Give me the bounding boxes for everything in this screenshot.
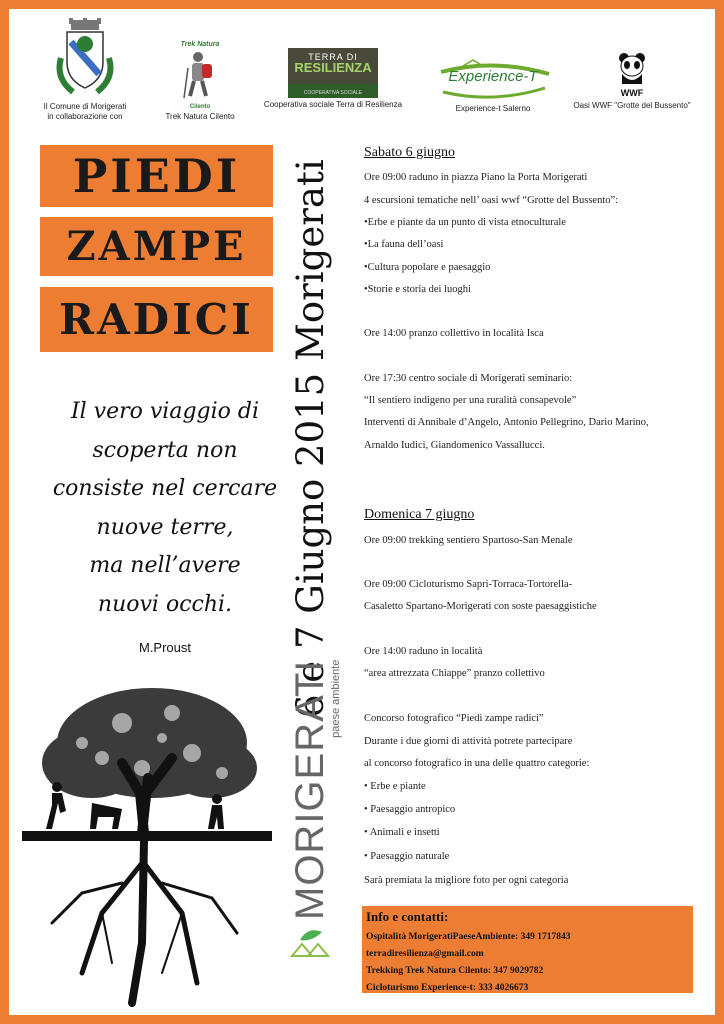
tree-illustration [22,683,272,1018]
houses-leaf-icon [288,926,332,966]
experience-t-icon [433,58,553,102]
quote-line: scoperta non [92,437,238,463]
sunday-heading: Domenica 7 giugno [364,507,475,522]
program-line: Sarà premiata la migliore foto per ogni categoria [364,875,569,886]
program-line: 4 escursioni tematiche nell’ oasi wwf “Grotte del Bussento”: [364,195,619,206]
program-line: •La fauna dell’oasi [364,239,444,250]
program-line: •Storie e storia dei luoghi [364,284,471,295]
program-line: Ore 09:00 trekking sentiero Spartoso-San Menale [364,535,573,546]
brand-name: MORIGERATI [288,659,332,920]
logo-wwf-caption: Oasi WWF "Grotte del Bussento" [573,101,691,110]
quote-line: nuove terre, [96,514,234,540]
experience-label: Experience-T [448,68,538,85]
contact-line: Ospitalità MorigeratiPaeseAmbiente: 349 1717843 [366,932,571,942]
proust-quote [40,393,290,624]
quote-line: consiste nel cercare [52,476,278,501]
quote-line: ma nell’avere [89,553,241,578]
program-line: “Il sentiero indigeno per una ruralità consapevole” [364,395,577,406]
logo-comune [30,18,140,122]
logo-wwf [570,50,694,111]
info-contacts-box [362,906,693,993]
program-line: Ore 09:00 Cicloturismo Sapri-Torraca-Tortorella- [364,579,573,590]
logo-experience-t [426,58,560,114]
contact-line: Trekking Trek Natura Cilento: 347 9029782 [366,966,544,976]
quote-line: nuovi occhi. [97,591,233,617]
contact-email: terradiresilienza@gmail.com [366,949,484,959]
program-line: al concorso fotografico in una delle quattro categorie: [364,758,590,769]
resilienza-label: RESILIENZA [294,60,372,75]
program-line: •Erbe e piante da un punto di vista etnoculturale [364,217,566,228]
logo-trek-natura [150,40,250,122]
program-line: Concorso fotografico “Piedi zampe radici” [364,713,544,724]
contact-line: Cicloturismo Experience-t: 333 4026673 [366,983,529,993]
program-line: Ore 09:00 raduno in piazza Piano la Porta Morigerati [364,172,588,183]
program-line: Ore 14:00 raduno in località [364,646,483,657]
program-line: Casaletto Spartano-Morigerati con soste paesaggistiche [364,601,597,612]
logo-trek-label: Trek Natura [180,41,220,48]
quote-author: M.Proust [138,640,191,655]
title-zampe: ZAMPE [66,223,247,270]
logo-terra-caption: Cooperativa sociale Terra di Resilienza [263,100,403,109]
logo-experience-caption: Experience-t Salerno [455,104,531,113]
program-line: •Cultura popolare e paesaggio [364,262,491,273]
quote-line: Il vero viaggio di [70,399,260,424]
vertical-brand [290,660,342,968]
logo-comune-caption-2: in collaborazione con [47,112,123,121]
program-line: “area attrezzata Chiappe” pranzo collettivo [364,668,545,679]
logo-terra-resilienza [258,48,408,110]
hiker-icon [178,50,222,100]
program-line: Ore 17:30 centro sociale di Morigerati seminario: [364,373,573,384]
title-box-zampe [40,217,273,276]
program-line: Ore 14:00 pranzo collettivo in località Isca [364,328,544,339]
coat-of-arms-icon [49,18,121,100]
vertical-dates-title: 6 e 7 Giugno 2015 Morigerati [289,159,332,718]
info-title: Info e contatti: [366,909,449,924]
program-line: Durante i due giorni di attività potrete partecipare [364,736,573,747]
program-line: Interventi di Annibale d’Angelo, Antonio Pellegrino, Dario Marino, [364,417,649,428]
panda-icon [614,50,650,86]
brand-tagline: paese ambiente [330,659,342,738]
category-item: • Paesaggio antropico [364,804,456,815]
terra-resilienza-icon [288,48,378,98]
logo-trek-label2: Cilento [189,104,211,110]
program-line: Arnaldo Iudici, Giandomenico Vassallucci. [364,440,545,451]
logo-trek-caption: Trek Natura Cilento [165,112,235,121]
category-item: • Paesaggio naturale [364,851,450,862]
terra-label: TERRA DI [308,52,358,62]
title-box-radici [40,287,273,352]
logo-comune-caption-1: Il Comune di Morigerati [43,102,127,111]
title-box-piedi [40,145,273,207]
saturday-heading: Sabato 6 giugno [364,145,455,160]
title-piedi: PIEDI [72,149,241,203]
category-item: • Animali e insetti [364,827,440,838]
tree-roots-icon [22,683,272,1013]
category-item: • Erbe e piante [364,781,426,792]
cooperativa-label: COOPERATIVA SOCIALE [303,90,363,96]
title-radici: RADICI [59,295,254,344]
wwf-label: WWF [620,88,644,98]
